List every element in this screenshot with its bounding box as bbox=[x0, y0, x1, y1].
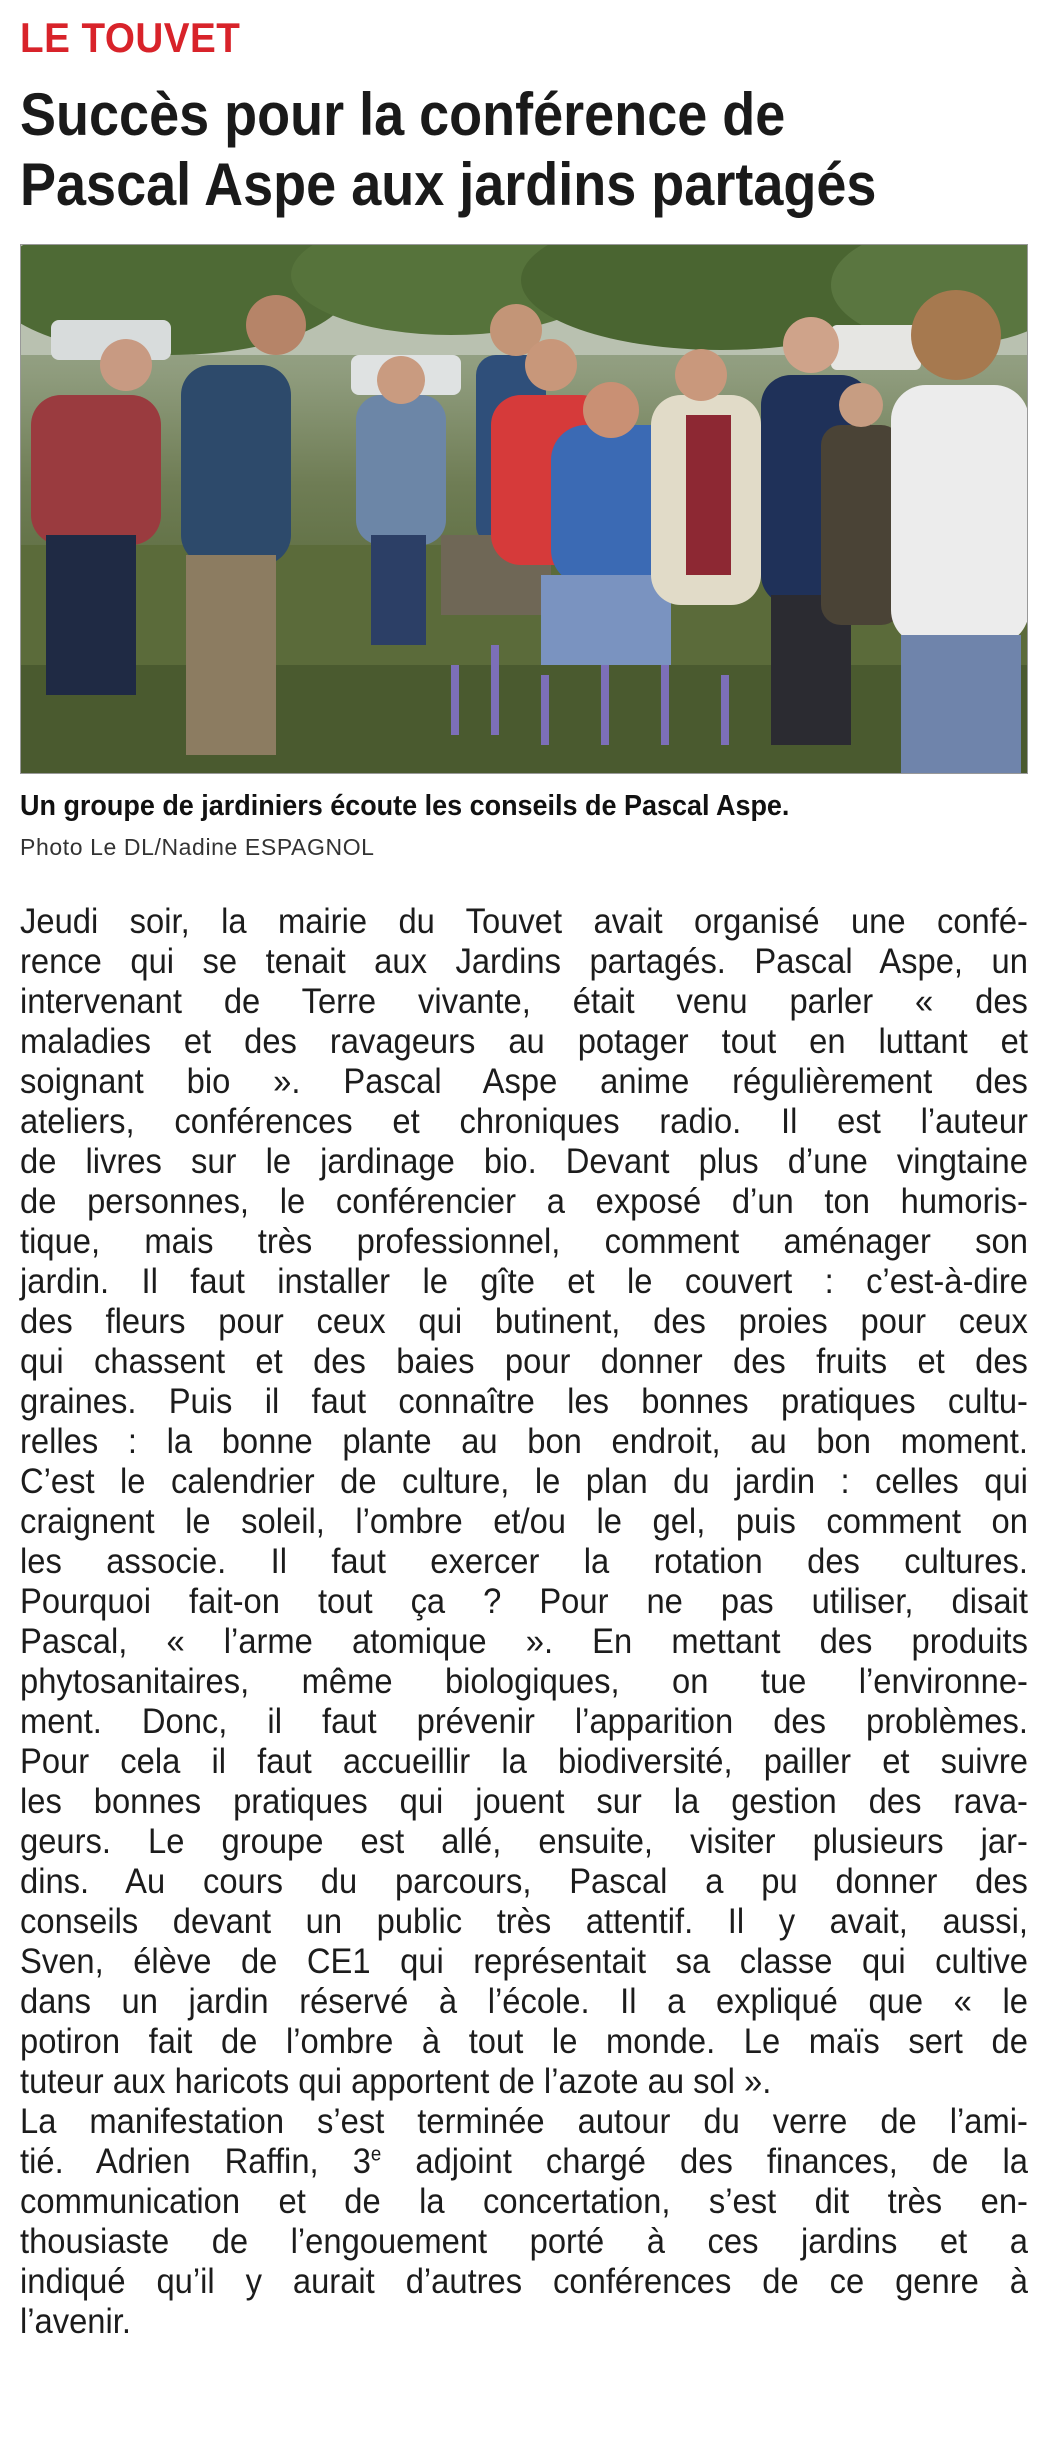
ordinal-superscript: e bbox=[370, 2143, 382, 2166]
body-line: craignent le soleil, l’ombre et/ou le gel, puis comment on bbox=[20, 1502, 1028, 1541]
headline-line-2: Pascal Aspe aux jardins partagés bbox=[20, 151, 877, 218]
body-line: ment. Donc, il faut prévenir l’apparition des problèmes. bbox=[20, 1702, 1028, 1741]
body-line: Sven, élève de CE1 qui représentait sa classe qui cultive bbox=[20, 1942, 1028, 1981]
body-line: graines. Puis il faut connaître les bonnes pratiques cultu- bbox=[20, 1382, 1028, 1421]
body-line: Pour cela il faut accueillir la biodiversité, pailler et suivre bbox=[20, 1742, 1028, 1781]
body-line: intervenant de Terre vivante, était venu parler « des bbox=[20, 982, 1028, 1021]
body-line: communication et de la concertation, s’est dit très en- bbox=[20, 2182, 1028, 2221]
body-line: soignant bio ». Pascal Aspe anime régulièrement des bbox=[20, 1062, 1028, 1101]
body-line: thousiaste de l’engouement porté à ces jardins et a bbox=[20, 2222, 1028, 2261]
body-line: des fleurs pour ceux qui butinent, des proies pour ceux bbox=[20, 1302, 1028, 1341]
body-line: indiqué qu’il y aurait d’autres conférences de ce genre à bbox=[20, 2262, 1028, 2301]
body-line: rence qui se tenait aux Jardins partagés. Pascal Aspe, un bbox=[20, 942, 1028, 981]
body-line: C’est le calendrier de culture, le plan du jardin : celles qui bbox=[20, 1462, 1028, 1501]
body-line: Pascal, « l’arme atomique ». En mettant des produits bbox=[20, 1622, 1028, 1661]
body-line: Pourquoi fait-on tout ça ? Pour ne pas utiliser, disait bbox=[20, 1582, 1028, 1621]
section-kicker: LE TOUVET bbox=[20, 14, 241, 61]
body-line-part: adjoint chargé des finances, de la bbox=[381, 2142, 1028, 2181]
body-line: phytosanitaires, même biologiques, on tue l’environne- bbox=[20, 1662, 1028, 1701]
body-line: l’avenir. bbox=[20, 2302, 131, 2341]
photo-caption: Un groupe de jardiniers écoute les conseils de Pascal Aspe. bbox=[20, 790, 790, 822]
body-line-part: tié. Adrien Raffin, 3 bbox=[20, 2142, 371, 2181]
body-line: les associe. Il faut exercer la rotation des cultures. bbox=[20, 1542, 1028, 1581]
headline-line-1: Succès pour la conférence de bbox=[20, 81, 786, 148]
body-line: tique, mais très professionnel, comment aménager son bbox=[20, 1222, 1028, 1261]
body-line: ateliers, conférences et chroniques radio. Il est l’auteur bbox=[20, 1102, 1028, 1141]
body-line: La manifestation s’est terminée autour du verre de l’ami- bbox=[20, 2102, 1028, 2141]
photo-credit: Photo Le DL/Nadine ESPAGNOL bbox=[20, 834, 375, 860]
body-line-with-ordinal bbox=[20, 2142, 1028, 2182]
body-line: maladies et des ravageurs au potager tout en luttant et bbox=[20, 1022, 1028, 1061]
body-line: qui chassent et des baies pour donner des fruits et des bbox=[20, 1342, 1028, 1381]
body-line: de personnes, le conférencier a exposé d’un ton humoris- bbox=[20, 1182, 1028, 1221]
body-line: potiron fait de l’ombre à tout le monde. Le maïs sert de bbox=[20, 2022, 1028, 2061]
body-line: relles : la bonne plante au bon endroit, au bon moment. bbox=[20, 1422, 1028, 1461]
article-photo bbox=[20, 244, 1028, 774]
body-line: de livres sur le jardinage bio. Devant plus d’une vingtaine bbox=[20, 1142, 1028, 1181]
body-line: tuteur aux haricots qui apportent de l’azote au sol ». bbox=[20, 2062, 772, 2101]
body-line: dins. Au cours du parcours, Pascal a pu donner des bbox=[20, 1862, 1028, 1901]
body-line: geurs. Le groupe est allé, ensuite, visiter plusieurs jar- bbox=[20, 1822, 1028, 1861]
body-line: Jeudi soir, la mairie du Touvet avait organisé une confé- bbox=[20, 902, 1028, 941]
garden-group-photo bbox=[21, 245, 1028, 774]
body-line: dans un jardin réservé à l’école. Il a expliqué que « le bbox=[20, 1982, 1028, 2021]
headline bbox=[20, 80, 929, 220]
body-line: jardin. Il faut installer le gîte et le couvert : c’est-à-dire bbox=[20, 1262, 1028, 1301]
body-line: conseils devant un public très attentif. Il y avait, aussi, bbox=[20, 1902, 1028, 1941]
body-line: les bonnes pratiques qui jouent sur la gestion des rava- bbox=[20, 1782, 1028, 1821]
